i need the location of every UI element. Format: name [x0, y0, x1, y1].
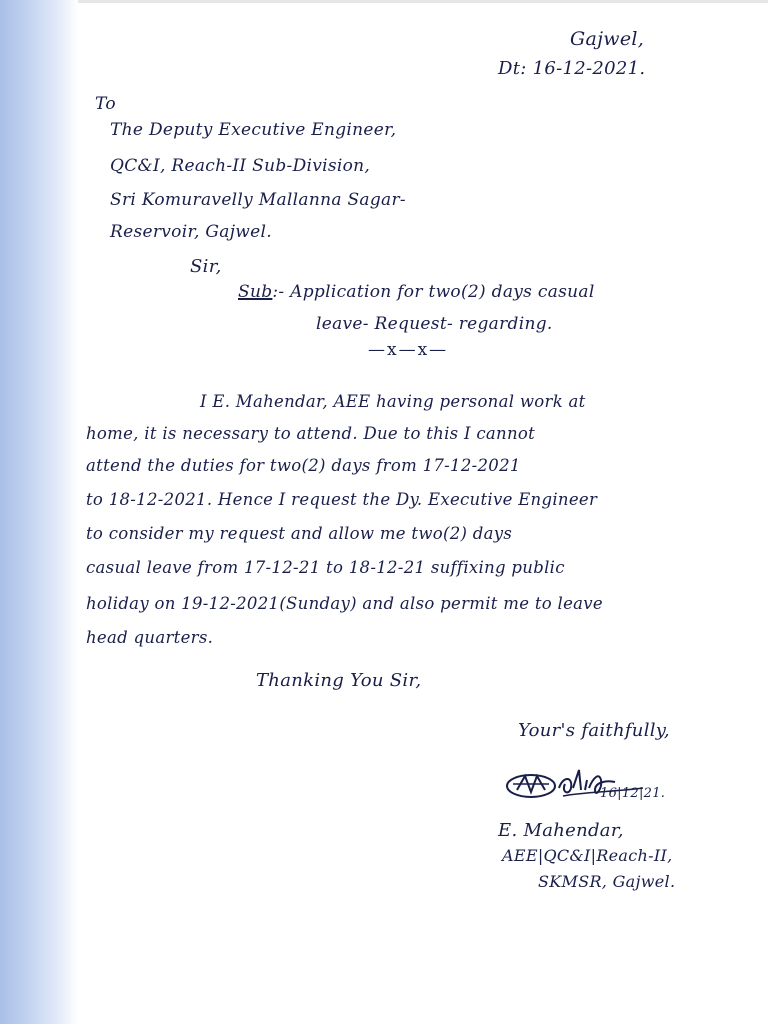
subject-label: Sub — [238, 282, 273, 302]
sender-name: E. Mahendar, — [498, 820, 624, 841]
subject-text: :- Application for two(2) days casual — [272, 282, 595, 302]
body-line-6: casual leave from 17-12-21 to 18-12-21 suffixing public — [86, 558, 565, 577]
blue-paper-edge — [0, 0, 78, 1024]
subject-line — [238, 282, 595, 302]
subject-continuation: leave- Request- regarding. — [316, 314, 553, 334]
body-line-4: to 18-12-2021. Hence I request the Dy. Executive Engineer — [86, 490, 598, 509]
recipient-line-3: Sri Komuravelly Mallanna Sagar- — [110, 190, 406, 210]
recipient-line-4: Reservoir, Gajwel. — [110, 222, 272, 242]
sender-office: SKMSR, Gajwel. — [538, 872, 676, 891]
body-line-2: home, it is necessary to attend. Due to this I cannot — [86, 424, 536, 443]
to-label: To — [95, 94, 116, 114]
recipient-line-2: QC&I, Reach-II Sub-Division, — [110, 156, 371, 176]
place: Gajwel, — [570, 28, 645, 50]
subject-separator: —x—x— — [368, 340, 449, 360]
letter-date: Dt: 16-12-2021. — [498, 58, 646, 79]
body-line-5: to consider my request and allow me two(2) days — [86, 524, 513, 543]
signature-date: 16|12|21. — [600, 786, 666, 801]
body-line-7: holiday on 19-12-2021(Sunday) and also permit me to leave — [86, 594, 603, 613]
recipient-line-1: The Deputy Executive Engineer, — [110, 120, 397, 140]
body-line-8: head quarters. — [86, 628, 214, 647]
closing-thanks: Thanking You Sir, — [256, 670, 422, 691]
letter-page — [78, 0, 768, 1024]
salutation: Sir, — [190, 256, 222, 277]
sender-designation: AEE|QC&I|Reach-II, — [502, 846, 673, 865]
body-line-3: attend the duties for two(2) days from 17-12-2021 — [86, 456, 521, 475]
closing-yours: Your's faithfully, — [518, 720, 670, 741]
body-line-1: I E. Mahendar, AEE having personal work at — [200, 392, 586, 411]
